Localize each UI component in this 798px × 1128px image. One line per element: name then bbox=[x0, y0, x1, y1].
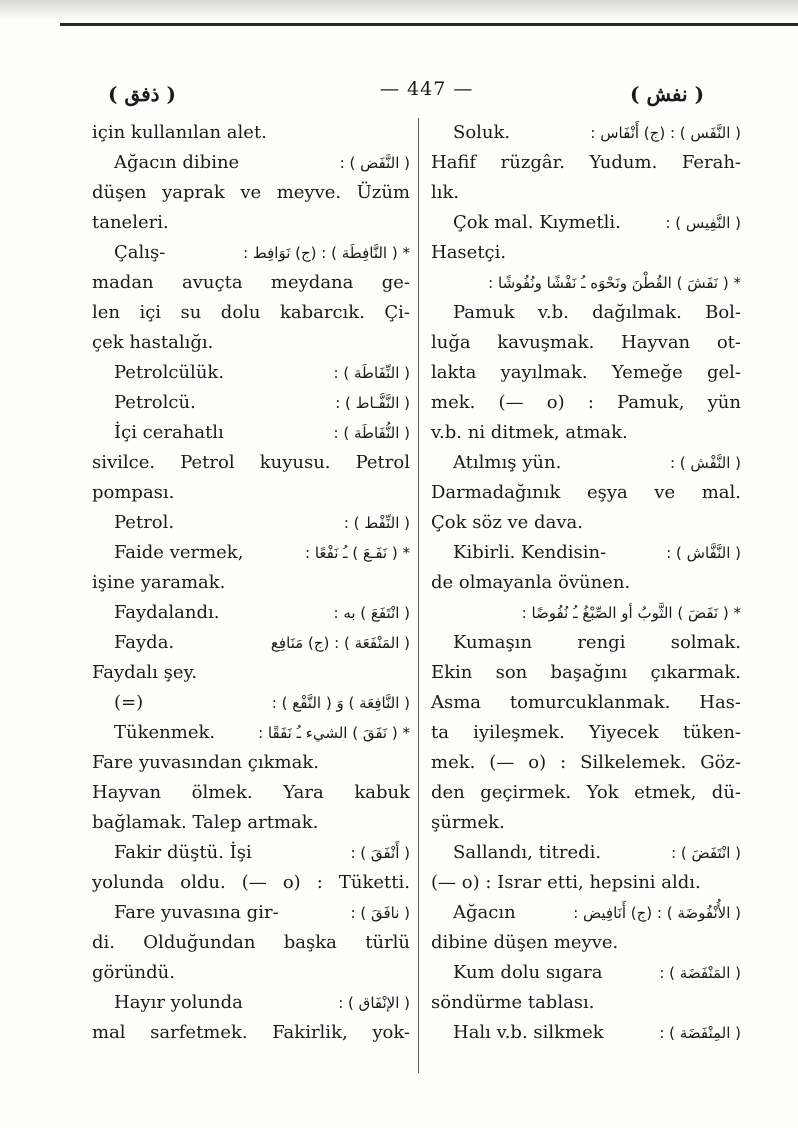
entry-line bbox=[92, 388, 410, 418]
turkish-text: İçi cerahatlı bbox=[114, 422, 224, 443]
entry-line bbox=[431, 688, 741, 718]
entry-line bbox=[92, 718, 410, 748]
arabic-headword: ( أَنْفَقَ ) : bbox=[350, 844, 410, 862]
turkish-text: sivilce. Petrol kuyusu. Petrol bbox=[92, 452, 410, 473]
turkish-text: için kullanılan alet. bbox=[92, 122, 267, 143]
turkish-text: Kum dolu sıgara bbox=[453, 962, 603, 983]
entry-line bbox=[431, 298, 741, 328]
entry-line bbox=[431, 208, 741, 238]
entry-line bbox=[92, 598, 410, 628]
turkish-text: Çalış- bbox=[114, 242, 166, 263]
entry-line bbox=[431, 1018, 741, 1048]
entry-line bbox=[92, 208, 410, 238]
entry-line bbox=[92, 988, 410, 1018]
right-column bbox=[431, 118, 741, 1048]
turkish-text: söndürme tablası. bbox=[431, 992, 595, 1013]
entry-line bbox=[92, 838, 410, 868]
entry-line bbox=[431, 328, 741, 358]
entry-line bbox=[431, 268, 741, 298]
entry-line bbox=[92, 478, 410, 508]
entry-line bbox=[92, 418, 410, 448]
turkish-text: Ağacın bbox=[453, 902, 516, 923]
arabic-headword: ( نافَقَ ) : bbox=[350, 904, 410, 922]
turkish-text: çek hastalığı. bbox=[92, 332, 214, 353]
turkish-text: luğa kavuşmak. Hayvan ot- bbox=[431, 332, 741, 353]
entry-line bbox=[431, 808, 741, 838]
turkish-text: Pamuk v.b. dağılmak. Bol- bbox=[453, 302, 741, 323]
turkish-text: Çok mal. Kıymetli. bbox=[453, 212, 621, 233]
entry-line bbox=[431, 358, 741, 388]
entry-line bbox=[92, 178, 410, 208]
arabic-headword: * ( نَفَقَ ) الشيء ـُ نَفَقًا : bbox=[258, 724, 410, 742]
arabic-headword: ( النَّفَّاش ) : bbox=[666, 544, 741, 562]
arabic-headword: ( النَّفِيس ) : bbox=[665, 214, 741, 232]
turkish-text: Atılmış yün. bbox=[453, 452, 562, 473]
entry-line bbox=[431, 148, 741, 178]
turkish-text: göründü. bbox=[92, 962, 175, 983]
entry-line bbox=[431, 598, 741, 628]
turkish-text: Ağacın dibine bbox=[114, 152, 240, 173]
turkish-text: mek. (— o) : Silkelemek. Göz- bbox=[431, 752, 741, 773]
turkish-text: şürmek. bbox=[431, 812, 505, 833]
entry-line bbox=[431, 928, 741, 958]
turkish-text: Faydalı şey. bbox=[92, 662, 198, 683]
arabic-headword: ( النِّفْط ) : bbox=[343, 514, 410, 532]
turkish-text: lakta yayılmak. Yemeğe gel- bbox=[431, 362, 741, 383]
entry-line bbox=[92, 538, 410, 568]
turkish-text: Faydalandı. bbox=[114, 602, 220, 623]
entry-line bbox=[92, 748, 410, 778]
arabic-headword: ( انْتَفَعَ ) به : bbox=[333, 604, 410, 622]
turkish-text: Sallandı, titredi. bbox=[453, 842, 602, 863]
turkish-text: düşen yaprak ve meyve. Üzüm bbox=[92, 182, 410, 203]
turkish-text: Kumaşın rengi solmak. bbox=[453, 632, 741, 653]
header-right-guideword: ( نفش ) bbox=[630, 82, 705, 106]
turkish-text: Fare yuvasına gir- bbox=[114, 902, 279, 923]
header-left-guideword: ( ذفق ) bbox=[108, 82, 177, 106]
entry-line bbox=[92, 268, 410, 298]
entry-line bbox=[431, 988, 741, 1018]
arabic-headword: ( النُّفَاطَة ) : bbox=[333, 424, 410, 442]
entry-line bbox=[431, 628, 741, 658]
entry-line bbox=[431, 448, 741, 478]
entry-line bbox=[431, 418, 741, 448]
entry-line bbox=[92, 688, 410, 718]
entry-line bbox=[92, 358, 410, 388]
arabic-headword: ( النَّفْش ) : bbox=[669, 454, 741, 472]
arabic-headword: * ( نَفَضَ ) الثَّوبُ أو الصِّبْغُ ـُ نُفُوضًا : bbox=[521, 604, 741, 622]
turkish-text: v.b. ni ditmek, atmak. bbox=[431, 422, 628, 443]
turkish-text: Hasetçi. bbox=[431, 242, 507, 263]
turkish-text: Petrol. bbox=[114, 512, 175, 533]
entry-line bbox=[431, 538, 741, 568]
entry-line bbox=[92, 298, 410, 328]
entry-line bbox=[92, 118, 410, 148]
turkish-text: mek. (— o) : Pamuk, yün bbox=[431, 392, 741, 413]
entry-line bbox=[92, 508, 410, 538]
turkish-text: madan avuçta meydana ge- bbox=[92, 272, 410, 293]
turkish-text: Petrolcülük. bbox=[114, 362, 225, 383]
entry-line bbox=[431, 748, 741, 778]
arabic-headword: ( الإنْفَاق ) : bbox=[338, 994, 410, 1012]
arabic-headword: ( النَّفَّـاط ) : bbox=[335, 394, 410, 412]
entry-line bbox=[431, 508, 741, 538]
turkish-text: Hayvan ölmek. Yara kabuk bbox=[92, 782, 410, 803]
turkish-text: lık. bbox=[431, 182, 460, 203]
turkish-text: Darmadağınık eşya ve mal. bbox=[431, 482, 741, 503]
entry-line bbox=[92, 328, 410, 358]
entry-line bbox=[431, 388, 741, 418]
arabic-headword: * ( نَفَشَ ) القُطْنَ ونَحْوَه ـُ نَفْشًا ونُفُوشًا : bbox=[488, 274, 741, 292]
turkish-text: Faide vermek, bbox=[114, 542, 244, 563]
entry-line bbox=[92, 808, 410, 838]
turkish-text: mal sarfetmek. Fakirlik, yok- bbox=[92, 1022, 410, 1043]
arabic-headword: ( الأُنْفُوضَة ) : (ج) أَنَافِيض : bbox=[573, 904, 741, 922]
turkish-text: ta iyileşmek. Yiyecek tüken- bbox=[431, 722, 741, 743]
scan-edge-rule bbox=[60, 23, 798, 26]
arabic-headword: * ( النَّافِطَة ) : (ج) نَوَافِط : bbox=[243, 244, 410, 262]
entry-line bbox=[431, 478, 741, 508]
arabic-headword: ( النَّفَض ) : bbox=[339, 154, 410, 172]
turkish-text: işine yaramak. bbox=[92, 572, 226, 593]
entry-line bbox=[431, 658, 741, 688]
page-header bbox=[0, 70, 798, 110]
turkish-text: Çok söz ve dava. bbox=[431, 512, 583, 533]
turkish-text: pompası. bbox=[92, 482, 175, 503]
turkish-text: Asma tomurcuklanmak. Has- bbox=[431, 692, 741, 713]
entry-line bbox=[431, 178, 741, 208]
entry-line bbox=[92, 868, 410, 898]
arabic-headword: ( انْتَفَضَ ) : bbox=[671, 844, 741, 862]
entry-line bbox=[431, 118, 741, 148]
turkish-text: Tükenmek. bbox=[114, 722, 216, 743]
entry-line bbox=[92, 1018, 410, 1048]
entry-line bbox=[431, 718, 741, 748]
entry-line bbox=[92, 958, 410, 988]
arabic-headword: ( المَنْفَضَة ) : bbox=[659, 964, 741, 982]
entry-line bbox=[92, 658, 410, 688]
turkish-text: Ekin son başağını çıkarmak. bbox=[431, 662, 741, 683]
entry-line bbox=[431, 568, 741, 598]
turkish-text: (— o) : Israr etti, hepsini aldı. bbox=[431, 872, 701, 893]
turkish-text: Kibirli. Kendisin- bbox=[453, 542, 607, 563]
turkish-text: di. Olduğundan başka türlü bbox=[92, 932, 410, 953]
page-number: — 447 — bbox=[380, 78, 474, 100]
turkish-text: Hafif rüzgâr. Yudum. Ferah- bbox=[431, 152, 741, 173]
entry-line bbox=[431, 868, 741, 898]
entry-line bbox=[431, 898, 741, 928]
arabic-headword: ( المَنْفَعَة ) : (ج) مَنَافِع bbox=[270, 634, 410, 652]
turkish-text: Halı v.b. silkmek bbox=[453, 1022, 604, 1043]
turkish-text: taneleri. bbox=[92, 212, 169, 233]
column-divider bbox=[418, 118, 419, 1073]
turkish-text: den geçirmek. Yok etmek, dü- bbox=[431, 782, 741, 803]
arabic-headword: ( النِّفَاطَة ) : bbox=[333, 364, 410, 382]
entry-line bbox=[92, 898, 410, 928]
entry-line bbox=[92, 568, 410, 598]
entry-line bbox=[92, 148, 410, 178]
entry-line bbox=[431, 238, 741, 268]
turkish-text: Petrolcü. bbox=[114, 392, 196, 413]
scan-shadow bbox=[0, 0, 798, 20]
entry-line bbox=[431, 958, 741, 988]
turkish-text: Fayda. bbox=[114, 632, 175, 653]
turkish-text: len içi su dolu kabarcık. Çi- bbox=[92, 302, 410, 323]
arabic-headword: ( المِنْفَضَة ) : bbox=[659, 1024, 741, 1042]
turkish-text: dibine düşen meyve. bbox=[431, 932, 619, 953]
turkish-text: Soluk. bbox=[453, 122, 511, 143]
turkish-text: de olmayanla övünen. bbox=[431, 572, 631, 593]
turkish-text: bağlamak. Talep artmak. bbox=[92, 812, 319, 833]
entry-line bbox=[92, 238, 410, 268]
turkish-text: (=) bbox=[114, 692, 144, 713]
entry-line bbox=[92, 628, 410, 658]
arabic-headword: ( النَّافِعَة ) وَ ( النَّفْع ) : bbox=[271, 694, 410, 712]
arabic-headword: * ( نَفَـعَ ) ـُ نَفْعًا : bbox=[305, 544, 410, 562]
entry-line bbox=[92, 778, 410, 808]
entry-line bbox=[431, 838, 741, 868]
turkish-text: yolunda oldu. (— o) : Tüketti. bbox=[92, 872, 410, 893]
left-column bbox=[92, 118, 410, 1048]
turkish-text: Fakir düştü. İşi bbox=[114, 842, 252, 863]
entry-line bbox=[431, 778, 741, 808]
arabic-headword: ( النَّفَس ) : (ج) أَنْفَاس : bbox=[590, 124, 741, 142]
turkish-text: Fare yuvasından çıkmak. bbox=[92, 752, 319, 773]
entry-line bbox=[92, 448, 410, 478]
turkish-text: Hayır yolunda bbox=[114, 992, 243, 1013]
entry-line bbox=[92, 928, 410, 958]
